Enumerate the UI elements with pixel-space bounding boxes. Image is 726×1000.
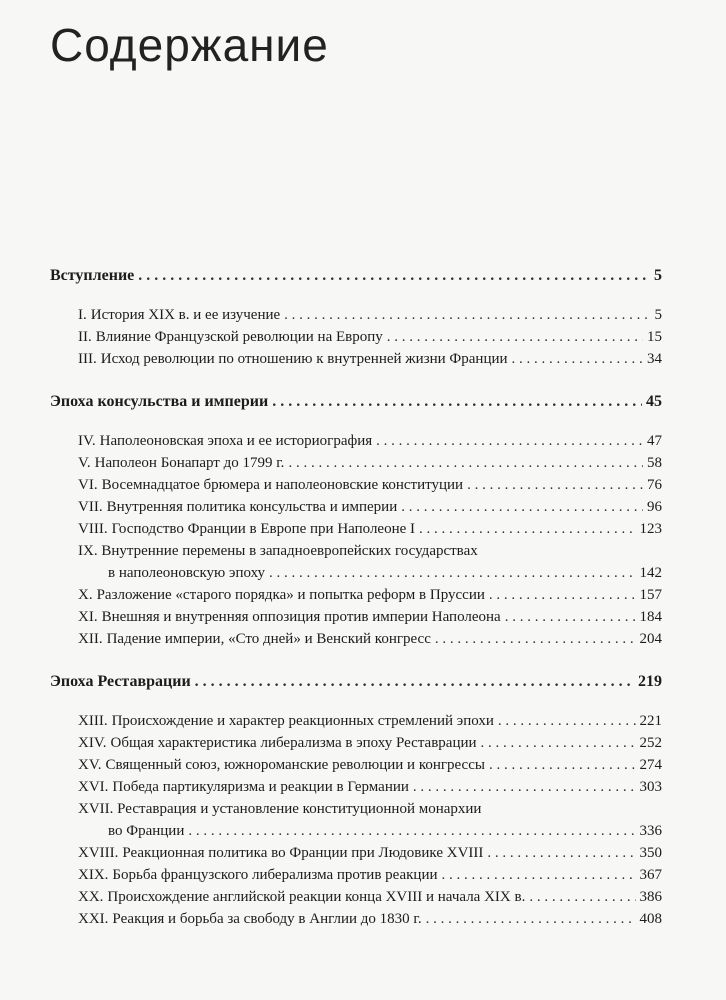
toc-entry (50, 842, 662, 864)
entry-number: XIX. (78, 867, 109, 883)
entry-page-number: 336 (639, 823, 662, 839)
entry-page-number: 204 (639, 631, 662, 647)
toc-section-heading (50, 266, 662, 286)
entry-title: Священный союз, южнороманские революции и конгрессы (105, 757, 485, 773)
entry-number: XVII. (78, 801, 114, 817)
entry-title: Внутренние перемены в западноевропейских государствах (101, 543, 478, 559)
entry-title: Реставрация и установление конституционной монархии (117, 801, 482, 817)
entry-page-number: 58 (647, 455, 662, 471)
entry-title-continued: во Франции (108, 823, 185, 839)
entry-title: Наполеоновская эпоха и ее историография (99, 433, 373, 449)
dot-leader (481, 732, 636, 754)
toc-entry (50, 606, 662, 628)
toc-entry-multiline (50, 540, 662, 584)
dot-leader (401, 496, 643, 518)
toc-entry (50, 326, 662, 348)
dot-leader (376, 430, 643, 452)
entry-title: Общая характеристика либерализма в эпоху Реставрации (110, 735, 477, 751)
entry-page-number: 34 (647, 351, 662, 367)
table-of-contents (50, 266, 662, 952)
toc-section-heading (50, 392, 662, 412)
toc-entry (50, 864, 662, 886)
entry-number: II. (78, 329, 92, 345)
dot-leader (435, 628, 636, 650)
entry-title: Влияние Французской революции на Европу (95, 329, 383, 345)
toc-entry (50, 430, 662, 452)
entry-number: XVIII. (78, 845, 119, 861)
toc-entry-multiline (50, 798, 662, 842)
dot-leader (529, 886, 635, 908)
entry-title: Падение империи, «Сто дней» и Венский конгресс (106, 631, 431, 647)
dot-leader (269, 562, 635, 584)
toc-entry (50, 348, 662, 370)
section-heading-text: Эпоха консульства и империи (50, 393, 269, 410)
entry-title: Происхождение английской реакции конца XVIII и начала XIX в. (107, 889, 526, 905)
entry-title: Исход революции по отношению к внутренней жизни Франции (100, 351, 508, 367)
entry-page-number: 274 (639, 757, 662, 773)
entry-page-number: 47 (647, 433, 662, 449)
dot-leader (195, 672, 634, 692)
toc-entry (50, 908, 662, 930)
entry-number: XXI. (78, 911, 109, 927)
entry-page-number: 367 (639, 867, 662, 883)
section-heading-text: Эпоха Реставрации (50, 673, 191, 690)
entry-title: Восемнадцатое брюмера и наполеоновские конституции (101, 477, 464, 493)
entry-title: Разложение «старого порядка» и попытка реформ в Пруссии (96, 587, 485, 603)
dot-leader (498, 710, 636, 732)
dot-leader (467, 474, 643, 496)
entry-number: VI. (78, 477, 98, 493)
entry-number: XIII. (78, 713, 108, 729)
entry-title: История XIX в. и ее изучение (90, 307, 281, 323)
toc-section-introduction (50, 266, 662, 370)
toc-entry (50, 304, 662, 326)
entry-number: XIV. (78, 735, 107, 751)
page-title: Содержание (50, 19, 329, 71)
section-page-number: 219 (638, 673, 662, 690)
dot-leader (489, 754, 636, 776)
toc-entry (50, 628, 662, 650)
entry-number: IX. (78, 543, 98, 559)
toc-section-consulate-empire (50, 392, 662, 650)
toc-entry (50, 776, 662, 798)
dot-leader (272, 392, 642, 412)
toc-entry (50, 452, 662, 474)
entry-number: I. (78, 307, 87, 323)
entry-title: Происхождение и характер реакционных стремлений эпохи (111, 713, 494, 729)
dot-leader (284, 304, 650, 326)
entry-number: XVI. (78, 779, 109, 795)
entry-number: IV. (78, 433, 96, 449)
entry-number: XI. (78, 609, 98, 625)
entry-page-number: 386 (639, 889, 662, 905)
entry-title: Борьба французского либерализма против реакции (112, 867, 438, 883)
toc-section-heading (50, 672, 662, 692)
toc-entry (50, 710, 662, 732)
dot-leader (413, 776, 636, 798)
toc-entry (50, 754, 662, 776)
section-heading-text: Вступление (50, 267, 135, 284)
entry-page-number: 5 (654, 307, 662, 323)
entry-number: XV. (78, 757, 102, 773)
dot-leader (489, 584, 636, 606)
dot-leader (505, 606, 636, 628)
entry-page-number: 157 (639, 587, 662, 603)
entry-title: Победа партикуляризма и реакции в Германии (112, 779, 409, 795)
entry-title: Наполеон Бонапарт до 1799 г. (94, 455, 285, 471)
entry-page-number: 15 (647, 329, 662, 345)
entry-title: Реакционная политика во Франции при Людовике XVIII (122, 845, 484, 861)
entry-page-number: 252 (639, 735, 662, 751)
entry-title: Господство Франции в Европе при Наполеоне I (111, 521, 416, 537)
dot-leader (512, 348, 643, 370)
entry-title: Внутренняя политика консульства и империи (106, 499, 398, 515)
dot-leader (288, 452, 643, 474)
entry-page-number: 142 (639, 565, 662, 581)
section-page-number: 5 (654, 267, 662, 284)
entry-number: III. (78, 351, 97, 367)
toc-entry (50, 518, 662, 540)
toc-entry (50, 496, 662, 518)
entry-number: X. (78, 587, 93, 603)
dot-leader (419, 518, 635, 540)
entry-page-number: 76 (647, 477, 662, 493)
entry-title: Реакция и борьба за свободу в Англии до 1830 г. (112, 911, 422, 927)
entry-page-number: 303 (639, 779, 662, 795)
dot-leader (426, 908, 636, 930)
entry-number: XX. (78, 889, 104, 905)
entry-number: V. (78, 455, 91, 471)
toc-entry (50, 474, 662, 496)
dot-leader (487, 842, 635, 864)
toc-section-restoration (50, 672, 662, 930)
entry-number: VII. (78, 499, 103, 515)
entry-number: XII. (78, 631, 103, 647)
entry-page-number: 408 (639, 911, 662, 927)
entry-title: Внешняя и внутренняя оппозиция против империи Наполеона (101, 609, 501, 625)
entry-page-number: 96 (647, 499, 662, 515)
entry-page-number: 221 (639, 713, 662, 729)
entry-page-number: 184 (639, 609, 662, 625)
entry-title-continued: в наполеоновскую эпоху (108, 565, 266, 581)
toc-entry (50, 732, 662, 754)
section-page-number: 45 (646, 393, 662, 410)
entry-number: VIII. (78, 521, 108, 537)
dot-leader (138, 266, 650, 286)
dot-leader (387, 326, 643, 348)
dot-leader (188, 820, 635, 842)
entry-page-number: 350 (639, 845, 662, 861)
toc-entry (50, 584, 662, 606)
toc-entry (50, 886, 662, 908)
dot-leader (442, 864, 636, 886)
entry-page-number: 123 (639, 521, 662, 537)
